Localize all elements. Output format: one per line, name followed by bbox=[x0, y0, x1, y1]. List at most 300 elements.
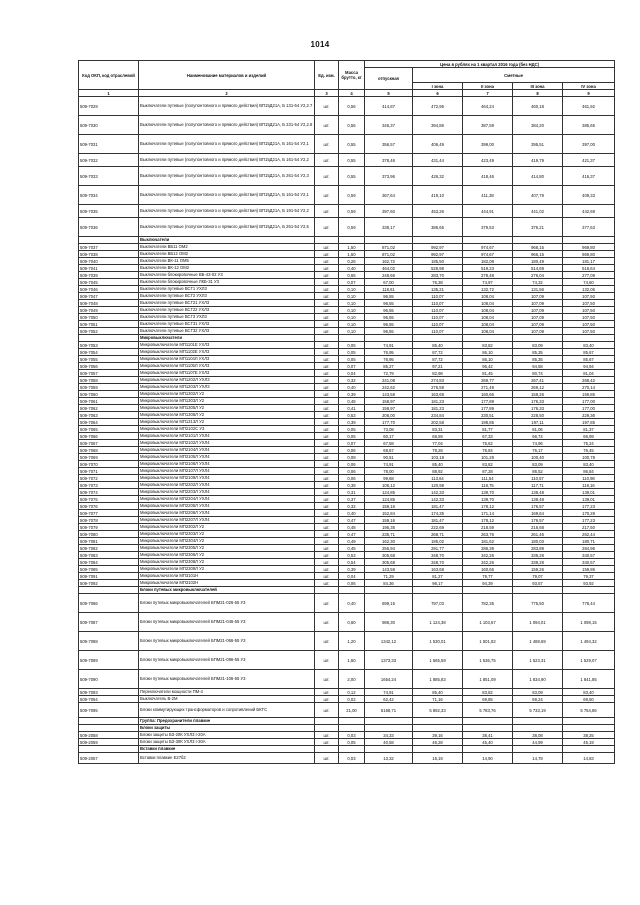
table-row bbox=[79, 349, 615, 356]
row-price-zone-2: 108,04 bbox=[463, 321, 513, 328]
row-price-otpusknaya: 378,46 bbox=[365, 154, 413, 167]
row-price-zone-2: 81,45 bbox=[463, 370, 513, 377]
row-price-zone-3: 276,04 bbox=[513, 272, 563, 279]
row-code: 509-7091 bbox=[79, 573, 139, 580]
row-price-zone-1: 110,07 bbox=[413, 328, 463, 335]
row-price-otpusknaya: 356,57 bbox=[365, 135, 413, 154]
row-price-zone-1: 83,31 bbox=[413, 426, 463, 433]
row-name: Микровыключатели МП2306Л У2 bbox=[139, 552, 315, 559]
row-unit: шт. bbox=[315, 613, 339, 632]
row-price-zone-4: 397,00 bbox=[563, 135, 615, 154]
row-mass: 0,05 bbox=[339, 349, 365, 356]
row-mass: 0,10 bbox=[339, 300, 365, 307]
row-price-zone-2: 108,04 bbox=[463, 314, 513, 321]
row-code: 509-7085 bbox=[79, 566, 139, 573]
row-price-otpusknaya: 871,02 bbox=[365, 244, 413, 251]
row-price-zone-1: 110,07 bbox=[413, 307, 463, 314]
table-row bbox=[79, 244, 615, 251]
row-price-zone-1: 76,38 bbox=[413, 279, 463, 286]
row-price-zone-1: 85,40 bbox=[413, 342, 463, 349]
row-mass bbox=[339, 335, 365, 342]
row-price-zone-3: 1 488,69 bbox=[513, 632, 563, 651]
row-price-zone-1: 202,58 bbox=[413, 419, 463, 426]
row-code: 509-7057 bbox=[79, 370, 139, 377]
row-price-otpusknaya: 124,85 bbox=[365, 489, 413, 496]
row-price-otpusknaya: 76,95 bbox=[365, 349, 413, 356]
page-number: 1014 bbox=[310, 40, 330, 49]
table-row bbox=[79, 566, 615, 573]
row-price-zone-3: 85,35 bbox=[513, 356, 563, 363]
row-price-zone-3: 376,21 bbox=[513, 218, 563, 237]
row-price-otpusknaya: 152,84 bbox=[365, 510, 413, 517]
row-unit: шт. bbox=[315, 696, 339, 703]
row-price-zone-2: 269,77 bbox=[463, 377, 513, 384]
row-code: 509-7038 bbox=[79, 251, 139, 258]
row-price-zone-4: 177,23 bbox=[563, 503, 615, 510]
row-mass: 1,50 bbox=[339, 244, 365, 251]
row-name: Микровыключатели МП2309Л У2 bbox=[139, 566, 315, 573]
row-price-zone-1: 5 892,33 bbox=[413, 703, 463, 718]
table-row bbox=[79, 440, 615, 447]
row-mass: 0,39 bbox=[339, 419, 365, 426]
row-unit: шт. bbox=[315, 566, 339, 573]
row-price-zone-2 bbox=[463, 725, 513, 732]
table-row bbox=[79, 279, 615, 286]
row-unit bbox=[315, 746, 339, 753]
row-price-zone-3: 441,02 bbox=[513, 205, 563, 218]
row-code: 509-7045 bbox=[79, 279, 139, 286]
row-price-zone-2 bbox=[463, 587, 513, 594]
row-price-zone-4: 69,50 bbox=[563, 696, 615, 703]
row-name: Выключатели путевые (полупонтовного и прямого действия) ВП15Д21А, Б 261-54 У2,3 bbox=[139, 167, 315, 186]
row-price-zone-4: 100,78 bbox=[563, 454, 615, 461]
row-unit: шт. bbox=[315, 286, 339, 293]
row-price-zone-4: 118,16 bbox=[563, 482, 615, 489]
table-row bbox=[79, 251, 615, 258]
row-name: Выключатели ВБ11 ОМ2 bbox=[139, 244, 315, 251]
row-price-otpusknaya: 68,67 bbox=[365, 447, 413, 454]
row-price-zone-3: 197,11 bbox=[513, 419, 563, 426]
row-price-zone-4: 416,37 bbox=[563, 167, 615, 186]
row-price-otpusknaya: 1654,24 bbox=[365, 670, 413, 689]
row-price-zone-3: 83,09 bbox=[513, 689, 563, 696]
row-mass: 0,48 bbox=[339, 524, 365, 531]
row-price-zone-2: 83,82 bbox=[463, 689, 513, 696]
row-code: 509-7071 bbox=[79, 468, 139, 475]
row-mass bbox=[339, 587, 365, 594]
row-price-otpusknaya: 367,64 bbox=[365, 186, 413, 205]
row-price-zone-3: 407,79 bbox=[513, 186, 563, 205]
row-price-zone-1: 85,40 bbox=[413, 689, 463, 696]
header-zone-3: III зона bbox=[513, 83, 563, 90]
row-unit: шт. bbox=[315, 573, 339, 580]
row-price-zone-4: 38,25 bbox=[563, 732, 615, 739]
table-row bbox=[79, 489, 615, 496]
row-name: Блоки путевых микровыключателей БПМ21-026-55 У3 bbox=[139, 594, 315, 613]
row-unit: шт. bbox=[315, 552, 339, 559]
row-price-zone-3: 85,35 bbox=[513, 349, 563, 356]
row-price-zone-1: 222,69 bbox=[413, 524, 463, 531]
row-price-zone-2: 86,10 bbox=[463, 349, 513, 356]
row-price-zone-1: 163,68 bbox=[413, 566, 463, 573]
table-row bbox=[79, 167, 615, 186]
row-code: 509-2058 bbox=[79, 732, 139, 739]
row-name: Блоки путевых микровыключателей БПМ21-086-55 У3 bbox=[139, 651, 315, 670]
row-mass: 1,20 bbox=[339, 632, 365, 651]
row-mass: 0,53 bbox=[339, 412, 365, 419]
row-unit: шт. bbox=[315, 689, 339, 696]
row-price-otpusknaya: 40,58 bbox=[365, 739, 413, 746]
row-mass: 0,39 bbox=[339, 391, 365, 398]
row-price-zone-1: 181,47 bbox=[413, 503, 463, 510]
row-price-zone-4: 93,92 bbox=[563, 580, 615, 587]
row-price-otpusknaya: 305,68 bbox=[365, 559, 413, 566]
row-price-zone-3: 176,57 bbox=[513, 517, 563, 524]
row-name: Микровыключатели МП2102С У3 bbox=[139, 426, 315, 433]
row-name: Выключатели ВК-12 ОМ2 bbox=[139, 265, 315, 272]
row-name: Микровыключатели МП2104Л УХЛ4 bbox=[139, 447, 315, 454]
row-unit: шт. bbox=[315, 97, 339, 116]
row-price-zone-3: 100,40 bbox=[513, 454, 563, 461]
row-unit: шт. bbox=[315, 370, 339, 377]
row-price-zone-2: 182,08 bbox=[463, 258, 513, 265]
row-code: 509-7047 bbox=[79, 293, 139, 300]
row-price-zone-1: 283,70 bbox=[413, 272, 463, 279]
row-unit: шт. bbox=[315, 559, 339, 566]
table-row bbox=[79, 482, 615, 489]
row-name: Микровыключатели МП2105Л УХЛ4 bbox=[139, 454, 315, 461]
row-mass: 0,40 bbox=[339, 384, 365, 391]
row-price-zone-4 bbox=[563, 335, 615, 342]
row-price-zone-2: 67,33 bbox=[463, 433, 513, 440]
table-row bbox=[79, 293, 615, 300]
row-name: Микровыключатели МП1202Л УХЛ3 bbox=[139, 377, 315, 384]
row-price-otpusknaya bbox=[365, 746, 413, 753]
column-number: 2 bbox=[139, 90, 315, 97]
row-price-zone-3: 44,99 bbox=[513, 739, 563, 746]
row-price-otpusknaya: 74,91 bbox=[365, 342, 413, 349]
row-name: Блоки путевых микровыключателей БПМ21-106-55 У3 bbox=[139, 670, 315, 689]
row-name: Блоки путевых микровыключателей БПМ21-046-55 У3 bbox=[139, 613, 315, 632]
table-row bbox=[79, 524, 615, 531]
column-number: 9 bbox=[563, 90, 615, 97]
row-mass: 0,05 bbox=[339, 739, 365, 746]
row-price-zone-2: 87,28 bbox=[463, 468, 513, 475]
row-name: Микровыключатели МП1101Е УХЛ3 bbox=[139, 342, 315, 349]
row-name: Микровыключатели МП1105Л УХЛ3 bbox=[139, 363, 315, 370]
table-row bbox=[79, 356, 615, 363]
row-name: Микровыключатели МП2107Л УХЛ4 bbox=[139, 468, 315, 475]
row-code: 509-7030 bbox=[79, 116, 139, 135]
row-mass: 0,38 bbox=[339, 482, 365, 489]
row-price-zone-4: 1 494,32 bbox=[563, 632, 615, 651]
row-price-zone-2: 118,75 bbox=[463, 482, 513, 489]
row-price-otpusknaya: 76,95 bbox=[365, 356, 413, 363]
row-price-otpusknaya: 96,55 bbox=[365, 293, 413, 300]
row-price-zone-2: 286,39 bbox=[463, 545, 513, 552]
row-price-zone-1 bbox=[413, 587, 463, 594]
table-row bbox=[79, 116, 615, 135]
row-price-zone-1: 276,59 bbox=[413, 384, 463, 391]
row-price-zone-1: 135,21 bbox=[413, 286, 463, 293]
row-name: Переключатели мощности ПМ-4 bbox=[139, 689, 315, 696]
table-row bbox=[79, 538, 615, 545]
row-unit: шт. bbox=[315, 651, 339, 670]
row-name: Выключатели ВК-11 ОМ5 bbox=[139, 258, 315, 265]
row-price-zone-2: 218,59 bbox=[463, 524, 513, 531]
table-row bbox=[79, 398, 615, 405]
row-price-otpusknaya: 159,16 bbox=[365, 503, 413, 510]
row-price-zone-2: 108,04 bbox=[463, 328, 513, 335]
row-mass: 0,05 bbox=[339, 342, 365, 349]
table-row bbox=[79, 286, 615, 293]
row-price-zone-1: 528,98 bbox=[413, 265, 463, 272]
table-row bbox=[79, 753, 615, 764]
table-row bbox=[79, 545, 615, 552]
row-price-zone-1 bbox=[413, 718, 463, 725]
row-price-otpusknaya: 158,97 bbox=[365, 398, 413, 405]
row-price-zone-1: 274,83 bbox=[413, 377, 463, 384]
row-price-zone-3: 966,15 bbox=[513, 251, 563, 258]
row-price-zone-2 bbox=[463, 237, 513, 244]
row-price-zone-3: 79,07 bbox=[513, 573, 563, 580]
row-name: Выключатели путевые (полупонтовного и прямого действия) ВП15Д21А, Б 131-54 У2,2.7 bbox=[139, 97, 315, 116]
row-price-zone-3: 261,46 bbox=[513, 531, 563, 538]
row-unit: шт. bbox=[315, 489, 339, 496]
row-price-otpusknaya: 96,55 bbox=[365, 328, 413, 335]
row-price-zone-1: 97,21 bbox=[413, 363, 463, 370]
row-price-otpusknaya: 143,58 bbox=[365, 566, 413, 573]
row-price-zone-1: 85,40 bbox=[413, 461, 463, 468]
row-price-otpusknaya bbox=[365, 587, 413, 594]
table-row bbox=[79, 154, 615, 167]
row-mass: 0,48 bbox=[339, 398, 365, 405]
table-row bbox=[79, 447, 615, 454]
row-code bbox=[79, 725, 139, 732]
row-price-zone-1: 234,84 bbox=[413, 412, 463, 419]
row-unit bbox=[315, 718, 339, 725]
table-row bbox=[79, 670, 615, 689]
row-name: Микровыключатели МП2304Л У2 bbox=[139, 538, 315, 545]
row-unit: шт. bbox=[315, 405, 339, 412]
row-unit: шт. bbox=[315, 377, 339, 384]
row-unit bbox=[315, 237, 339, 244]
row-price-otpusknaya: 124,85 bbox=[365, 496, 413, 503]
row-price-zone-4: 177,00 bbox=[563, 405, 615, 412]
row-price-zone-2: 181,62 bbox=[463, 538, 513, 545]
row-unit: шт. bbox=[315, 482, 339, 489]
row-price-zone-2: 108,04 bbox=[463, 300, 513, 307]
row-price-zone-3: 1 523,31 bbox=[513, 651, 563, 670]
row-unit: шт. bbox=[315, 272, 339, 279]
row-price-zone-4: 107,50 bbox=[563, 307, 615, 314]
row-price-otpusknaya bbox=[365, 718, 413, 725]
price-table bbox=[78, 60, 615, 764]
table-row bbox=[79, 186, 615, 205]
row-code: 509-7070 bbox=[79, 461, 139, 468]
row-price-otpusknaya: 62,42 bbox=[365, 696, 413, 703]
row-unit: шт. bbox=[315, 447, 339, 454]
row-price-zone-1: 46,28 bbox=[413, 739, 463, 746]
row-price-zone-1: 394,86 bbox=[413, 116, 463, 135]
row-price-otpusknaya: 74,91 bbox=[365, 461, 413, 468]
row-price-otpusknaya: 177,70 bbox=[365, 419, 413, 426]
row-price-zone-1: 181,23 bbox=[413, 405, 463, 412]
row-price-zone-2: 230,51 bbox=[463, 412, 513, 419]
row-price-zone-4: 107,50 bbox=[563, 314, 615, 321]
row-price-zone-1: 472,95 bbox=[413, 97, 463, 116]
row-code: 509-7041 bbox=[79, 265, 139, 272]
row-price-zone-3 bbox=[513, 237, 563, 244]
header-zone-1: I зона bbox=[413, 83, 463, 90]
row-code: 509-7075 bbox=[79, 496, 139, 503]
row-mass: 0,26 bbox=[339, 258, 365, 265]
row-price-zone-2: 79,77 bbox=[463, 573, 513, 580]
row-mass: 0,53 bbox=[339, 552, 365, 559]
row-name: Микровыключатели МП1104Л УХЛ3 bbox=[139, 356, 315, 363]
row-unit: шт. bbox=[315, 293, 339, 300]
table-row bbox=[79, 580, 615, 587]
row-code: 509-7049 bbox=[79, 307, 139, 314]
row-price-otpusknaya: 71,29 bbox=[365, 573, 413, 580]
row-price-otpusknaya: 158,97 bbox=[365, 405, 413, 412]
row-unit: шт. bbox=[315, 363, 339, 370]
column-number: 8 bbox=[513, 90, 563, 97]
row-price-zone-3: 74,96 bbox=[513, 440, 563, 447]
row-price-zone-3: 414,80 bbox=[513, 167, 563, 186]
section-heading-row bbox=[79, 725, 615, 732]
row-price-zone-1: 110,07 bbox=[413, 321, 463, 328]
table-row bbox=[79, 739, 615, 746]
row-price-zone-3: 81,06 bbox=[513, 426, 563, 433]
row-price-zone-1: 110,07 bbox=[413, 300, 463, 307]
row-price-otpusknaya: 99,68 bbox=[365, 475, 413, 482]
row-price-otpusknaya: 871,02 bbox=[365, 251, 413, 258]
row-name: Выключатели ВБ12 ОМ2 bbox=[139, 251, 315, 258]
section-heading-row bbox=[79, 746, 615, 753]
row-price-otpusknaya: 373,96 bbox=[365, 167, 413, 186]
row-price-zone-3: 169,64 bbox=[513, 510, 563, 517]
table-row bbox=[79, 307, 615, 314]
row-code: 509-7067 bbox=[79, 440, 139, 447]
row-price-zone-2: 342,26 bbox=[463, 559, 513, 566]
row-code: 509-7083 bbox=[79, 552, 139, 559]
row-name: Выключатели путевые (полупонтовного и прямого действия) ВП15Д21А, Б 161-54 У2,1 bbox=[139, 186, 315, 205]
row-code bbox=[79, 746, 139, 753]
row-price-zone-1: 39,16 bbox=[413, 732, 463, 739]
row-price-zone-2: 418,46 bbox=[463, 167, 513, 186]
row-name: Микровыключатели МП1303Л У2 bbox=[139, 398, 315, 405]
row-code: 509-7040 bbox=[79, 258, 139, 265]
row-unit: шт. bbox=[315, 670, 339, 689]
row-price-zone-3: 339,28 bbox=[513, 552, 563, 559]
column-number: 5 bbox=[365, 90, 413, 97]
row-name: Микровыключатели МП2204Л УХЛ4 bbox=[139, 496, 315, 503]
row-unit: шт. bbox=[315, 419, 339, 426]
row-name: Выключатели блокировочные ЛКБ-31 У3 bbox=[139, 279, 315, 286]
row-price-zone-4: 75,24 bbox=[563, 440, 615, 447]
table-row bbox=[79, 510, 615, 517]
row-mass: 0,47 bbox=[339, 531, 365, 538]
row-name: Микровыключатели МП3102Н bbox=[139, 580, 315, 587]
row-unit: шт. bbox=[315, 732, 339, 739]
row-code: 509-7062 bbox=[79, 405, 139, 412]
row-unit: шт. bbox=[315, 703, 339, 718]
row-code: 509-7068 bbox=[79, 447, 139, 454]
table-row bbox=[79, 594, 615, 613]
row-unit bbox=[315, 587, 339, 594]
row-price-zone-2: 83,82 bbox=[463, 461, 513, 468]
table-row bbox=[79, 391, 615, 398]
row-name: Вставки плавкие bbox=[139, 746, 315, 753]
row-code bbox=[79, 237, 139, 244]
row-mass: 0,06 bbox=[339, 580, 365, 587]
row-code bbox=[79, 718, 139, 725]
table-row bbox=[79, 531, 615, 538]
row-price-zone-2 bbox=[463, 746, 513, 753]
row-price-zone-3: 1 094,01 bbox=[513, 613, 563, 632]
row-price-zone-3: 86,52 bbox=[513, 468, 563, 475]
row-price-zone-1: 426,32 bbox=[413, 167, 463, 186]
row-price-otpusknaya: 5168,71 bbox=[365, 703, 413, 718]
row-price-zone-2: 519,23 bbox=[463, 265, 513, 272]
row-price-otpusknaya: 1342,12 bbox=[365, 632, 413, 651]
row-price-otpusknaya: 118,61 bbox=[365, 286, 413, 293]
row-name: Выключатели путевые ВСГ32 УХЛ3 bbox=[139, 328, 315, 335]
row-price-zone-1: 1 565,59 bbox=[413, 651, 463, 670]
row-price-zone-2: 1 103,67 bbox=[463, 613, 513, 632]
row-price-zone-4: 107,50 bbox=[563, 328, 615, 335]
row-unit: шт. bbox=[315, 440, 339, 447]
row-code: 509-7080 bbox=[79, 531, 139, 538]
row-price-zone-2: 399,00 bbox=[463, 135, 513, 154]
row-price-zone-4: 81,04 bbox=[563, 370, 615, 377]
row-unit: шт. bbox=[315, 475, 339, 482]
row-mass: 0,10 bbox=[339, 314, 365, 321]
row-unit: шт. bbox=[315, 307, 339, 314]
row-unit: шт. bbox=[315, 244, 339, 251]
table-row bbox=[79, 272, 615, 279]
row-price-zone-4: 132,06 bbox=[563, 286, 615, 293]
row-price-zone-2: 178,12 bbox=[463, 517, 513, 524]
row-unit: шт. bbox=[315, 538, 339, 545]
row-unit: шт. bbox=[315, 265, 339, 272]
row-unit: шт. bbox=[315, 461, 339, 468]
row-price-otpusknaya: 96,55 bbox=[365, 300, 413, 307]
row-price-otpusknaya: 84,36 bbox=[365, 580, 413, 587]
row-unit: шт. bbox=[315, 531, 339, 538]
row-code: 509-7032 bbox=[79, 154, 139, 167]
row-price-zone-4: 1 841,85 bbox=[563, 670, 615, 689]
row-name: Блоки защиты БЗ-20К УХЛ3 I-20А bbox=[139, 732, 315, 739]
row-mass: 0,55 bbox=[339, 154, 365, 167]
row-price-zone-1: 77,04 bbox=[413, 440, 463, 447]
section-heading-row bbox=[79, 237, 615, 244]
row-price-zone-3: 180,03 bbox=[513, 538, 563, 545]
row-price-zone-2: 263,76 bbox=[463, 531, 513, 538]
row-mass: 0,06 bbox=[339, 461, 365, 468]
row-code: 509-7055 bbox=[79, 356, 139, 363]
row-mass: 0,05 bbox=[339, 426, 365, 433]
row-name: Микровыключатели МП1107Е УХЛ3 bbox=[139, 370, 315, 377]
row-code: 509-7035 bbox=[79, 205, 139, 218]
row-price-otpusknaya: 986,30 bbox=[365, 613, 413, 632]
row-name: Микровыключатели МП2302Л У2 bbox=[139, 524, 315, 531]
row-price-zone-1 bbox=[413, 335, 463, 342]
row-price-zone-3: 159,26 bbox=[513, 566, 563, 573]
row-price-otpusknaya: 96,55 bbox=[365, 307, 413, 314]
row-mass: 0,41 bbox=[339, 405, 365, 412]
